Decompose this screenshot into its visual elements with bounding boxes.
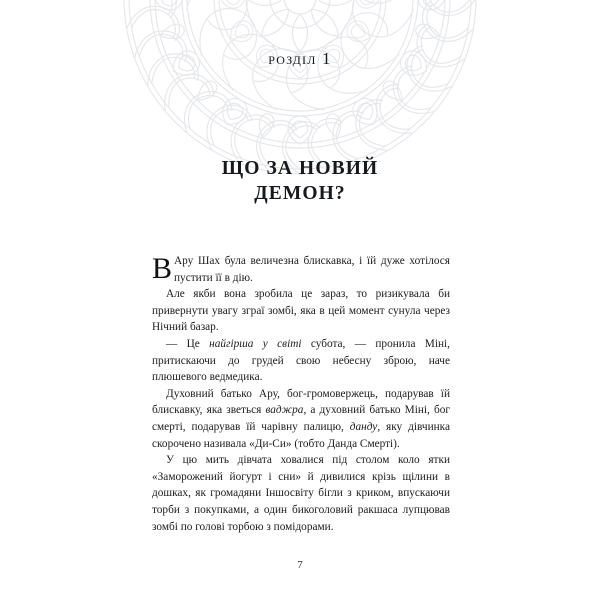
chapter-label-word: розділ	[268, 49, 317, 68]
paragraph: У цю мить дівчата ховалися під столом коло ятки «Заморожений йогурт і сни» й дивилися крізь щілини в дошках, як громадяни Іншосвіту бігли з криком, впускаючи торби з покупками, а один бикоголовий ракшаса лупцював зомбі по голові торбою з помідорами.	[152, 454, 450, 533]
emphasis-text: данду	[349, 420, 378, 433]
chapter-label	[0, 49, 600, 69]
chapter-label-number: 1	[322, 49, 332, 68]
emphasis-text: ваджра	[265, 404, 304, 417]
chapter-title	[0, 156, 600, 206]
chapter-title-line-1: ЩО ЗА НОВИЙ	[221, 158, 379, 180]
paragraph: Духовний батько Ару, бог-громовержець, подарував їй блискавку, яка зветься ваджра, а духовний батько Міні, бог смерті, подарував їй чарівну палицю, данду, яку дівчинка скорочено називала «Ди-Си» (тобто Данда Смерті).	[152, 387, 451, 450]
body-text-block	[152, 253, 450, 535]
paragraph: — Це найгірша у світі субота, — пронила Міні, притискаючи до грудей свою небесну зброю, наче плюшевого ведмедика.	[152, 337, 450, 384]
celtic-knot-mandala-icon	[120, 0, 480, 178]
page-number: 7	[297, 559, 303, 571]
paragraph: Але якби вона зробила це зараз, то ризикувала би привернути увагу зграї зомбі, яка в цей момент сунула через Нічний базар.	[152, 288, 450, 334]
paragraph: ВАру Шах була величезна блискавка, і їй дуже хотілося пустити її в дію.	[152, 252, 450, 285]
chapter-title-line-2: ДЕМОН?	[254, 183, 346, 205]
emphasis-text: найгірша у світі	[209, 337, 302, 350]
